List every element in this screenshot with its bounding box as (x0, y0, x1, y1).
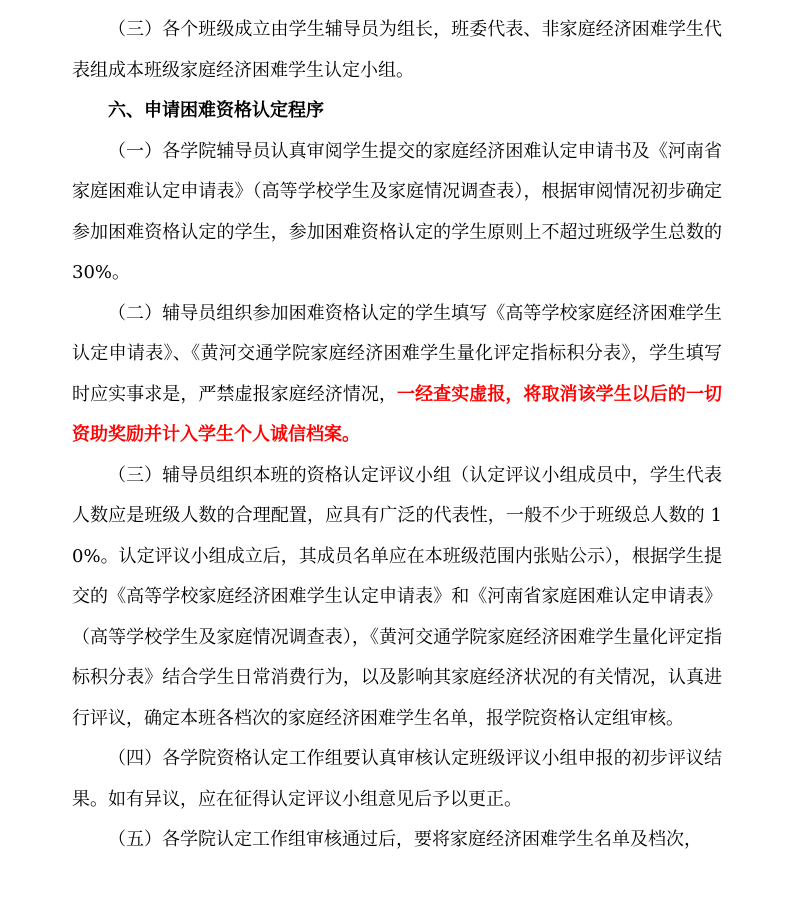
paragraph-6-1: （一）各学院辅导员认真审阅学生提交的家庭经济困难认定申请书及《河南省家庭困难认定申请表》（高等学校学生及家庭情况调查表），根据审阅情况初步确定参加困难资格认定的学生，参加困难资格认定的学生原则上不超过班级学生总数的 30%。 (72, 140, 722, 283)
paragraph-6-2 (72, 294, 722, 456)
document-body (72, 10, 722, 861)
paragraph-6-5: （五）各学院认定工作组审核通过后，要将家庭经济困难学生名单及档次， (108, 829, 702, 850)
paragraph-3-3: （三）各个班级成立由学生辅导员为组长，班委代表、非家庭经济困难学生代表组成本班级家庭经济困难学生认定小组。 (72, 19, 722, 81)
paragraph-6-2-text: （二）辅导员组织参加困难资格认定的学生填写《高等学校家庭经济困难学生认定申请表》、《黄河交通学院家庭经济困难学生量化评定指标积分表》，学生填写时应实事求是，严禁虚报家庭经济情况， (72, 302, 722, 405)
paragraph-6-2-emphasis: 一经查实虚报，将取消该学生以后的一切资助奖励并计入学生个人诚信档案。 (72, 383, 723, 445)
paragraph-6-3: （三）辅导员组织本班的资格认定评议小组（认定评议小组成员中，学生代表人数应是班级人数的合理配置，应具有广泛的代表性，一般不少于班级总人数的 10%。认定评议小组成立后，其成员名单应在本班级范围内张贴公示），根据学生提交的《高等学校家庭经济困难学生认定申请表》和《河南省家庭困难认定申请表》（高等学校学生及家庭情况调查表），《黄河交通学院家庭经济困难学生量化评定指标积分表》结合学生日常消费行为，以及影响其家庭经济状况的有关情况，认真进行评议，确定本班各档次的家庭经济困难学生名单，报学院资格认定组审核。 (72, 464, 722, 729)
section-6-heading: 六、申请困难资格认定程序 (108, 100, 324, 121)
paragraph-6-4: （四）各学院资格认定工作组要认真审核认定班级评议小组申报的初步评议结果。如有异议，应在征得认定评议小组意见后予以更正。 (72, 748, 722, 810)
